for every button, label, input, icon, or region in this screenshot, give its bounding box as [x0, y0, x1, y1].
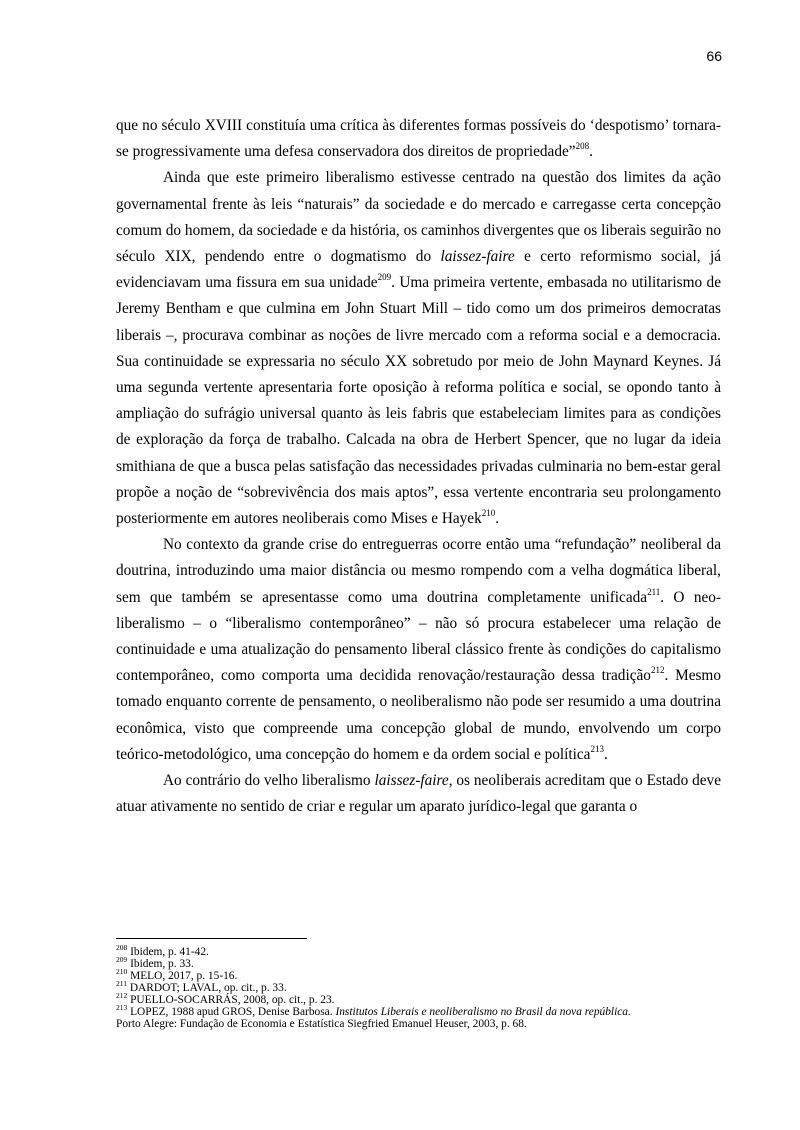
- text-run: Ao contrário do velho liberalismo: [163, 772, 375, 790]
- footnote-number: 213: [116, 1003, 128, 1013]
- text-run: Ibidem, p. 33.: [127, 958, 194, 970]
- text-run: . Uma primeira vertente, embasada no utilitarismo de Jeremy Bentham e que culmina em John Stuart Mill – tido como um dos primeiros democratas liberais –, procurava combinar as noções de livre mercado com a reforma social e a democracia. Sua continuidade se expressaria no século XX sobretudo por meio de John Maynard Keynes. Já uma segunda vertente apresentaria forte oposição à reforma política e social, se opondo tanto à ampliação do sufrágio universal quanto às leis fabris que estabeleciam limites para as condições de exploração da força de trabalho. Calcada na obra de Herbert Spencer, que no lugar da ideia smithiana de que a busca pelas satisfação das necessidades privadas culminaria no bem-estar geral propõe a noção de “sobrevivência dos mais aptos”, essa vertente encontraria seu prolongamento posteriormente em autores neoliberais como Mises e Hayek: [116, 274, 721, 528]
- footnote: [116, 943, 736, 958]
- body-text: [116, 113, 721, 820]
- footnote: [116, 991, 736, 1006]
- text-run: . O neo-liberalismo – o “liberalismo contemporâneo” – não só procura estabelecer uma relação de continuidade e uma atualização do pensamento liberal clássico frente às condições do capitalismo contemporâneo, como comporta uma decidida renovação/restauração dessa tradição: [116, 588, 721, 685]
- text-run: Ainda que este primeiro liberalismo estivesse centrado na questão dos limites da ação governamental frente às leis “naturais” da sociedade e do mercado e carregasse certa concepção comum do homem, da sociedade e da história, os caminhos divergentes que os liberais seguirão no século XIX, pendendo entre o dogmatismo do: [116, 169, 721, 266]
- footnote-number: 210: [116, 967, 128, 977]
- footnote-marker: 211: [647, 586, 661, 597]
- page-number: 66: [706, 48, 722, 64]
- text-run: MELO, 2017, p. 15-16.: [127, 970, 238, 982]
- footnote-marker: 210: [481, 507, 496, 518]
- text-run: . Mesmo tomado enquanto corrente de pensamento, o neoliberalismo não pode ser resumido a uma doutrina econômica, visto que compreende uma concepção global de mundo, envolvendo um corpo teórico-metodológico, uma concepção do homem e da ordem social e política: [116, 667, 721, 763]
- footnote-number: 209: [116, 955, 128, 965]
- text-run: .: [589, 143, 593, 161]
- italic-text: laissez-faire: [440, 248, 515, 266]
- footnote-marker: 212: [650, 665, 665, 676]
- text-run: e certo reformismo social, já evidenciavam uma fissura em sua unidade: [116, 248, 721, 292]
- text-run: Porto Alegre: Fundação de Economia e Estatística Siegfried Emanuel Heuser, 2003, p. 68.: [116, 1018, 527, 1030]
- footnote-number: 208: [116, 943, 128, 953]
- text-run: LOPEZ, 1988 apud GROS, Denise Barbosa.: [127, 1006, 336, 1018]
- text-run: Ibidem, p. 41-42.: [127, 946, 209, 958]
- paragraph: [116, 532, 721, 768]
- text-run: que no século XVIII constituía uma crítica às diferentes formas possíveis do ‘despotismo’ tornara-se progressivamente uma defesa conservadora dos direitos de propriedade”: [116, 117, 721, 161]
- footnote-marker: 213: [590, 743, 604, 754]
- footnote: [116, 1003, 736, 1018]
- footnotes: [116, 943, 736, 1030]
- paragraph: [116, 165, 721, 532]
- text-run: .: [603, 745, 608, 763]
- text-run: DARDOT; LAVAL, op. cit., p. 33.: [126, 982, 287, 994]
- footnote-number: 211: [116, 979, 127, 989]
- footnote-marker: 208: [575, 141, 590, 152]
- footnote: [116, 967, 736, 982]
- italic-text: Institutos Liberais e neoliberalismo no Brasil da nova república.: [335, 1006, 631, 1018]
- footnote: [116, 979, 736, 994]
- footnote-divider: [116, 938, 307, 939]
- footnote-number: 212: [116, 991, 128, 1001]
- footnote-marker: 209: [377, 272, 392, 283]
- paragraph: [116, 768, 721, 820]
- italic-text: laissez-faire: [374, 772, 449, 790]
- footnote: [116, 1018, 736, 1030]
- text-run: No contexto da grande crise do entreguerras ocorre então uma “refundação” neoliberal da doutrina, introduzindo uma maior distância ou mesmo rompendo com a velha dogmática liberal, sem que também se apresentasse como uma doutrina completamente unificada: [116, 536, 721, 606]
- footnote: [116, 955, 736, 970]
- text-run: .: [495, 510, 500, 528]
- paragraph: [116, 113, 721, 165]
- text-run: PUELLO-SOCARRÁS, 2008, op. cit., p. 23.: [127, 994, 335, 1006]
- text-run: , os neoliberais acreditam que o Estado deve atuar ativamente no sentido de criar e regular um aparato jurídico-legal que garanta o: [116, 772, 721, 816]
